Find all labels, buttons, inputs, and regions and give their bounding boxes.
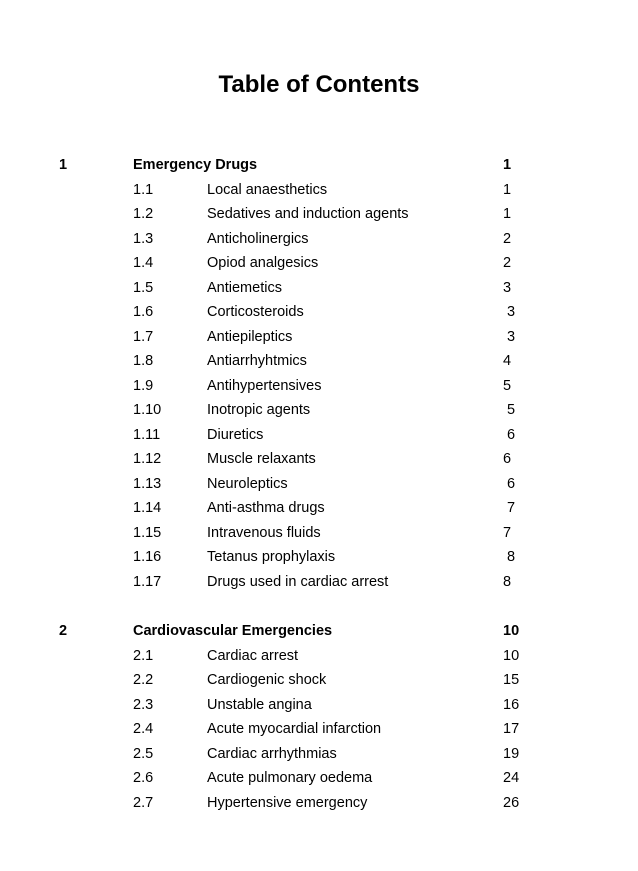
entry-title: Inotropic agents: [207, 402, 311, 418]
entry-title: Intravenous fluids: [207, 524, 321, 541]
entry-number: 1.13: [133, 475, 162, 492]
entry-title: Hypertensive emergency: [207, 794, 368, 811]
entry-page-number: 17: [503, 721, 520, 737]
entry-number: 1.16: [133, 549, 162, 565]
toc-entry-row[interactable]: [0, 744, 638, 764]
entry-title: Tetanus prophylaxis: [207, 549, 336, 565]
entry-page-number: 7: [507, 500, 516, 516]
toc-entry-row[interactable]: [0, 793, 638, 813]
toc-entry-row[interactable]: [0, 498, 638, 518]
section-title: Cardiovascular Emergencies: [133, 623, 333, 639]
entry-title: Cardiogenic shock: [207, 672, 327, 688]
entry-page-number: 26: [503, 794, 520, 811]
entry-number: 2.5: [133, 745, 154, 762]
entry-title: Antiarrhyhtmics: [207, 353, 307, 369]
toc-entry-row[interactable]: [0, 719, 638, 739]
entry-page-number: 3: [503, 279, 512, 296]
entry-number: 1.8: [133, 353, 154, 369]
entry-number: 1.4: [133, 255, 154, 271]
section-page-number: 1: [503, 157, 512, 173]
entry-title: Cardiac arrhythmias: [207, 745, 337, 762]
section-title: Emergency Drugs: [133, 157, 258, 173]
entry-number: 1.6: [133, 304, 154, 320]
toc-entry-row[interactable]: [0, 376, 638, 396]
toc-entry-row[interactable]: [0, 229, 638, 249]
toc-entry-row[interactable]: [0, 695, 638, 715]
entry-page-number: 15: [503, 672, 520, 688]
entry-page-number: 19: [503, 745, 520, 762]
entry-number: 2.7: [133, 794, 154, 811]
entry-page-number: 5: [503, 377, 512, 394]
toc-entry-row[interactable]: [0, 400, 638, 420]
entry-page-number: 1: [503, 181, 512, 198]
entry-page-number: 24: [503, 770, 520, 786]
entry-title: Sedatives and induction agents: [207, 206, 409, 222]
entry-title: Antiemetics: [207, 279, 282, 296]
entry-number: 1.5: [133, 279, 154, 296]
entry-page-number: 2: [503, 255, 512, 271]
entry-number: 1.9: [133, 377, 154, 394]
entry-title: Local anaesthetics: [207, 181, 328, 198]
toc-entry-row[interactable]: [0, 180, 638, 200]
entry-number: 2.1: [133, 647, 154, 664]
section-number: 1: [59, 157, 68, 173]
entry-title: Corticosteroids: [207, 304, 304, 320]
entry-page-number: 8: [503, 573, 512, 590]
toc-entry-row[interactable]: [0, 474, 638, 494]
entry-page-number: 8: [507, 549, 516, 565]
toc-entry-row[interactable]: [0, 204, 638, 224]
entry-number: 1.7: [133, 328, 154, 345]
entry-page-number: 10: [503, 647, 520, 664]
entry-number: 1.11: [133, 426, 161, 443]
toc-entry-row[interactable]: [0, 449, 638, 469]
toc-entry-row[interactable]: [0, 278, 638, 298]
entry-number: 2.4: [133, 721, 154, 737]
entry-title: Antihypertensives: [207, 377, 322, 394]
toc-entry-row[interactable]: [0, 327, 638, 347]
entry-page-number: 4: [503, 353, 512, 369]
entry-page-number: 7: [503, 524, 512, 541]
entry-number: 1.14: [133, 500, 162, 516]
entry-title: Cardiac arrest: [207, 647, 299, 664]
entry-number: 1.1: [133, 181, 154, 198]
section-page-number: 10: [503, 623, 520, 639]
entry-number: 2.3: [133, 696, 154, 713]
entry-page-number: 16: [503, 696, 520, 713]
entry-number: 1.3: [133, 230, 154, 247]
entry-title: Unstable angina: [207, 696, 312, 713]
toc-entry-row[interactable]: [0, 572, 638, 592]
entry-number: 1.12: [133, 451, 162, 467]
entry-page-number: 1: [503, 206, 512, 222]
entry-page-number: 6: [507, 426, 516, 443]
page-title: Table of Contents: [218, 71, 420, 98]
entry-title: Anti-asthma drugs: [207, 500, 325, 516]
entry-title: Anticholinergics: [207, 230, 309, 247]
entry-title: Antiepileptics: [207, 328, 293, 345]
entry-page-number: 6: [503, 451, 512, 467]
toc-entry-row[interactable]: [0, 670, 638, 690]
entry-title: Diuretics: [207, 426, 264, 443]
entry-title: Opiod analgesics: [207, 255, 319, 271]
entry-page-number: 3: [507, 328, 516, 345]
entry-title: Muscle relaxants: [207, 451, 316, 467]
toc-section-row[interactable]: [0, 155, 638, 175]
entry-page-number: 2: [503, 230, 512, 247]
entry-number: 1.10: [133, 402, 162, 418]
entry-title: Acute myocardial infarction: [207, 721, 382, 737]
entry-number: 2.2: [133, 672, 154, 688]
entry-page-number: 6: [507, 475, 516, 492]
toc-entry-row[interactable]: [0, 425, 638, 445]
entry-page-number: 3: [507, 304, 516, 320]
toc-entry-row[interactable]: [0, 253, 638, 273]
toc-section-row[interactable]: [0, 621, 638, 641]
section-number: 2: [59, 623, 68, 639]
entry-number: 1.15: [133, 524, 162, 541]
entry-page-number: 5: [507, 402, 516, 418]
entry-number: 1.17: [133, 573, 162, 590]
entry-number: 2.6: [133, 770, 154, 786]
toc-entry-row[interactable]: [0, 351, 638, 371]
toc-entry-row[interactable]: [0, 302, 638, 322]
entry-title: Drugs used in cardiac arrest: [207, 573, 389, 590]
toc-entry-row[interactable]: [0, 547, 638, 567]
entry-title: Neuroleptics: [207, 475, 288, 492]
entry-number: 1.2: [133, 206, 154, 222]
toc-entry-row[interactable]: [0, 768, 638, 788]
entry-title: Acute pulmonary oedema: [207, 770, 373, 786]
toc-entry-row[interactable]: [0, 646, 638, 666]
toc-entry-row[interactable]: [0, 523, 638, 543]
